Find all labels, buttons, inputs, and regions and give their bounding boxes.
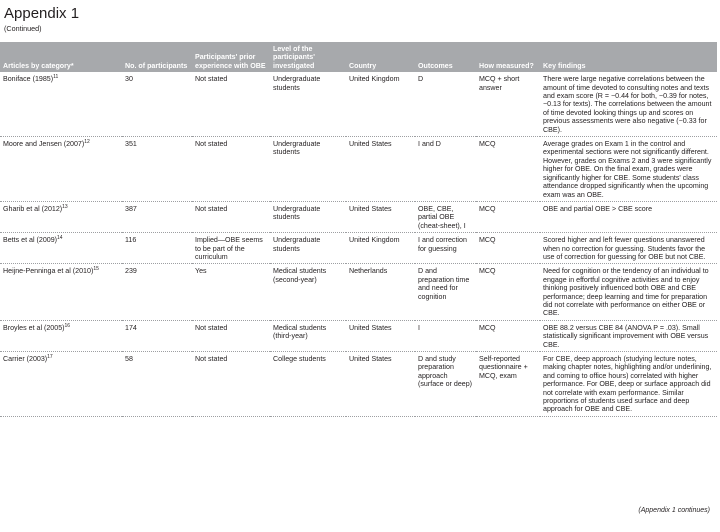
findings-cell: Need for cognition or the tendency of an individual to engage in effortful cognitive activities and to enjoy thinking positively influenced both OBE and CBE performance; deep learning and time for preparation did not correlate with performance on either OBE or CBE. [540, 264, 717, 320]
reference-number: 15 [93, 266, 99, 273]
outcomes-cell: I and D [415, 137, 476, 202]
article-cell [0, 137, 122, 202]
appendix-table [0, 42, 717, 417]
outcomes-cell: I and correction for guessing [415, 233, 476, 264]
level-cell: Undergraduate students [270, 72, 346, 136]
header-country: Country [346, 42, 415, 72]
findings-cell: There were large negative correlations between the amount of time devoted to consulting notes and texts and exam score (R = −0.44 for both, −0.39 for notes, −0.13 for texts). The correlations between the amount of time devoted looking things up and scores on previous assessments were also negative (−0.33 for CBE). [540, 72, 717, 136]
table-row [0, 352, 717, 417]
header-measured: How measured? [476, 42, 540, 72]
measured-cell: MCQ [476, 264, 540, 320]
article-cell [0, 352, 122, 417]
header-level: Level of the participants' investigated [270, 42, 346, 72]
findings-cell: Scored higher and left fewer questions unanswered when no correction for guessing. Students favor the use of correction for guessing for OBE but not CBE. [540, 233, 717, 264]
measured-cell: MCQ [476, 320, 540, 351]
table-body [0, 72, 717, 416]
country-cell: United States [346, 201, 415, 232]
findings-cell: OBE 88.2 versus CBE 84 (ANOVA P = .03). Small statistically significant improvement with OBE versus CBE. [540, 320, 717, 351]
table-row [0, 320, 717, 351]
prior-experience-cell: Not stated [192, 72, 270, 136]
country-cell: United States [346, 137, 415, 202]
level-cell: Medical students (second-year) [270, 264, 346, 320]
article-name: Gharib et al (2012) [3, 204, 63, 213]
country-cell: Netherlands [346, 264, 415, 320]
table-row [0, 72, 717, 136]
prior-experience-cell: Not stated [192, 352, 270, 417]
article-cell [0, 320, 122, 351]
level-cell: Undergraduate students [270, 233, 346, 264]
article-name: Moore and Jensen (2007) [3, 140, 85, 149]
article-cell [0, 201, 122, 232]
findings-cell: OBE and partial OBE > CBE score [540, 201, 717, 232]
level-cell: Undergraduate students [270, 137, 346, 202]
participants-cell: 239 [122, 264, 192, 320]
header-articles: Articles by category* [0, 42, 122, 72]
participants-cell: 116 [122, 233, 192, 264]
page-subtitle: (Continued) [4, 24, 42, 33]
table-row [0, 201, 717, 232]
level-cell: Medical students (third-year) [270, 320, 346, 351]
page-title: Appendix 1 [4, 5, 80, 22]
measured-cell: Self-reported questionnaire + MCQ, exam [476, 352, 540, 417]
prior-experience-cell: Yes [192, 264, 270, 320]
outcomes-cell: OBE, CBE, partial OBE (cheat-sheet), I [415, 201, 476, 232]
level-cell: College students [270, 352, 346, 417]
header-participants: No. of participants [122, 42, 192, 72]
header-prior-experience: Participants' prior experience with OBE [192, 42, 270, 72]
article-name: Boniface (1985) [3, 75, 54, 84]
table-header-row [0, 42, 717, 72]
reference-number: 11 [53, 74, 59, 81]
reference-number: 13 [62, 203, 68, 210]
reference-number: 17 [47, 354, 53, 360]
level-cell: Undergraduate students [270, 201, 346, 232]
table-row [0, 233, 717, 264]
measured-cell: MCQ [476, 201, 540, 232]
prior-experience-cell: Not stated [192, 137, 270, 202]
outcomes-cell: D and preparation time and need for cognition [415, 264, 476, 320]
outcomes-cell: D [415, 72, 476, 136]
prior-experience-cell: Not stated [192, 201, 270, 232]
article-cell [0, 233, 122, 264]
article-name: Betts et al (2009) [3, 236, 58, 245]
reference-number: 16 [64, 322, 71, 329]
country-cell: United States [346, 352, 415, 417]
country-cell: United Kingdom [346, 233, 415, 264]
table-row [0, 264, 717, 320]
participants-cell: 30 [122, 72, 192, 136]
article-name: Broyles et al (2005) [3, 323, 65, 332]
article-name: Heijne-Penninga et al (2010) [3, 267, 94, 276]
participants-cell: 58 [122, 352, 192, 417]
article-cell [0, 72, 122, 136]
country-cell: United States [346, 320, 415, 351]
prior-experience-cell: Not stated [192, 320, 270, 351]
participants-cell: 174 [122, 320, 192, 351]
prior-experience-cell: Implied—OBE seems to be part of the curriculum [192, 233, 270, 264]
outcomes-cell: I [415, 320, 476, 351]
header-findings: Key findings [540, 42, 717, 72]
findings-cell: For CBE, deep approach (studying lecture notes, making chapter notes, highlighting and/or underlining, and coming to office hours) correlated with higher performance. For OBE, deep or surface approach did not correlate with exam performance. Similar proportions of students used surface and deep approach for OBE and CBE. [540, 352, 717, 417]
findings-cell: Average grades on Exam 1 in the control and experimental sections were not significantly different. However, grades on Exams 2 and 3 were significantly higher for OBE. On the final exam, grades were significantly higher for CBE. Some students' class attendance dropped significantly when the upcoming exam was an OBE. [540, 137, 717, 202]
country-cell: United Kingdom [346, 72, 415, 136]
measured-cell: MCQ + short answer [476, 72, 540, 136]
header-outcomes: Outcomes [415, 42, 476, 72]
table-row [0, 137, 717, 202]
outcomes-cell: D and study preparation approach (surface or deep) [415, 352, 476, 417]
measured-cell: MCQ [476, 137, 540, 202]
continues-note: (Appendix 1 continues) [638, 507, 710, 514]
participants-cell: 351 [122, 137, 192, 202]
reference-number: 14 [57, 235, 63, 242]
measured-cell: MCQ [476, 233, 540, 264]
article-cell [0, 264, 122, 320]
participants-cell: 387 [122, 201, 192, 232]
reference-number: 12 [84, 139, 90, 146]
article-name: Carrier (2003) [3, 355, 48, 363]
